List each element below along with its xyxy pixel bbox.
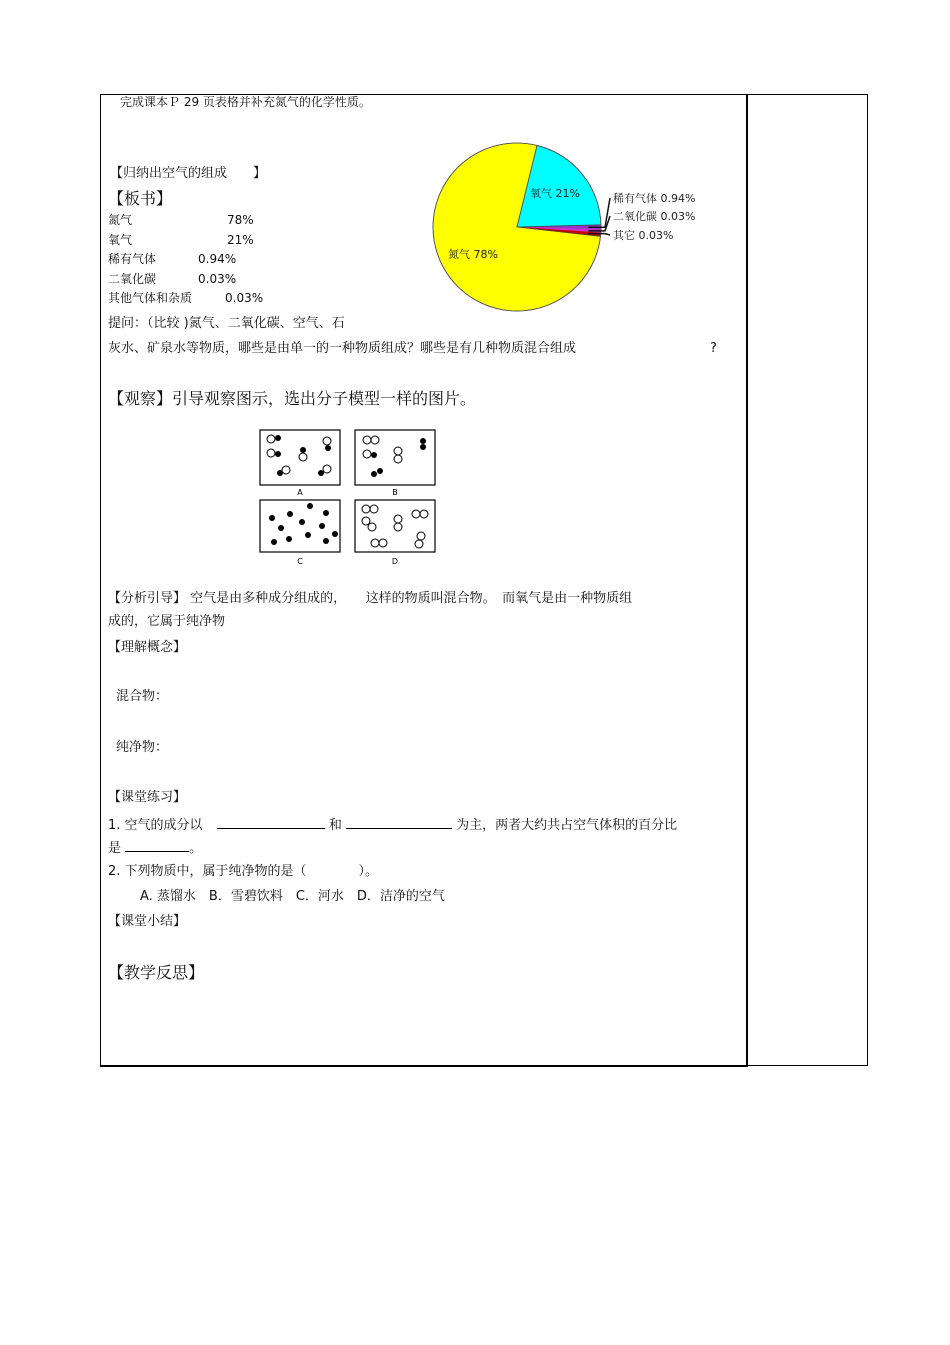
q1-end: 。: [189, 841, 203, 856]
summary-heading: 【归纳出空气的组成 】: [110, 166, 267, 181]
q1-blank-1[interactable]: [217, 816, 325, 829]
exercise-q1-line-2: [108, 839, 202, 857]
board-heading: 【板书】: [108, 189, 173, 208]
q1-blank-2[interactable]: [346, 816, 452, 829]
exercise-q2: 2. 下列物质中，属于纯净物的是（ ）。: [108, 864, 379, 879]
composition-value: 21%: [227, 232, 254, 247]
composition-name: 稀有气体: [108, 252, 157, 266]
analysis-line-1: 【分析引导】 空气是由多种成分组成的， 这样的物质叫混合物。 而氧气是由一种物质组: [108, 591, 633, 606]
composition-value: 0.03%: [198, 271, 237, 286]
panel-b: [355, 430, 435, 485]
question-line-1: 提问：（比较 )氮气、二氧化碳、空气、石: [108, 316, 345, 331]
mixture-label: 混合物：: [116, 689, 169, 704]
pie-label-nitrogen: 氮气 78%: [448, 248, 498, 261]
analysis-line-2: 成的，它属于纯净物: [108, 614, 226, 629]
pie-label-rare-gas: 稀有气体 0.94%: [613, 192, 696, 205]
composition-name: 氮气: [108, 213, 133, 227]
exercise-q1-line-1: [108, 816, 677, 834]
observe-heading: 【观察】引导观察图示，选出分子模型一样的图片。: [108, 389, 477, 408]
exercise-heading: 【课堂练习】: [108, 790, 187, 805]
panel-c: [260, 500, 340, 552]
question-line-2: 灰水、矿泉水等物质，哪些是由单一的一种物质组成？哪些是有几种物质混合组成: [108, 341, 577, 356]
composition-value: 0.03%: [225, 291, 264, 305]
pure-label: 纯净物：: [116, 740, 169, 755]
composition-name: 氧气: [108, 232, 133, 247]
panel-d: [355, 500, 435, 552]
pie-label-oxygen: 氧气 21%: [530, 187, 580, 200]
composition-name: 二氧化碳: [108, 271, 157, 286]
figure-label-a: A: [297, 488, 303, 497]
figure-label-c: C: [297, 557, 303, 566]
q1-part-3: 是: [108, 841, 122, 856]
question-mark: ?: [710, 341, 717, 356]
exercise-q2-options: A. 蒸馏水 B．雪碧饮料 C．河水 D．洁净的空气: [140, 889, 445, 904]
pie-label-other: 其它 0.03%: [613, 229, 674, 242]
figure-label-b: B: [392, 488, 398, 497]
class-summary-heading: 【课堂小结】: [108, 914, 187, 929]
q1-blank-3[interactable]: [125, 839, 189, 852]
q1-and: 和: [328, 818, 342, 833]
reflection-heading: 【教学反思】: [108, 963, 205, 982]
molecule-model-figure: [255, 425, 445, 570]
q1-part-2: 为主，两者大约共占空气体积的百分比: [456, 818, 678, 833]
lesson-table-side-cell: [745, 94, 868, 1066]
concept-heading: 【理解概念】: [108, 640, 187, 655]
figure-label-d: D: [391, 557, 399, 566]
panel-a: [260, 430, 340, 485]
composition-value: 0.94%: [198, 252, 237, 266]
air-composition-pie-chart: [420, 140, 720, 320]
q1-part-1: 1. 空气的成分以: [108, 818, 203, 833]
header-note: 完成课本Ｐ 29 页表格并补充氮气的化学性质。: [120, 95, 371, 109]
composition-value: 78%: [227, 213, 254, 227]
composition-name: 其他气体和杂质: [108, 291, 193, 305]
pie-label-co2: 二氧化碳 0.03%: [613, 210, 696, 223]
